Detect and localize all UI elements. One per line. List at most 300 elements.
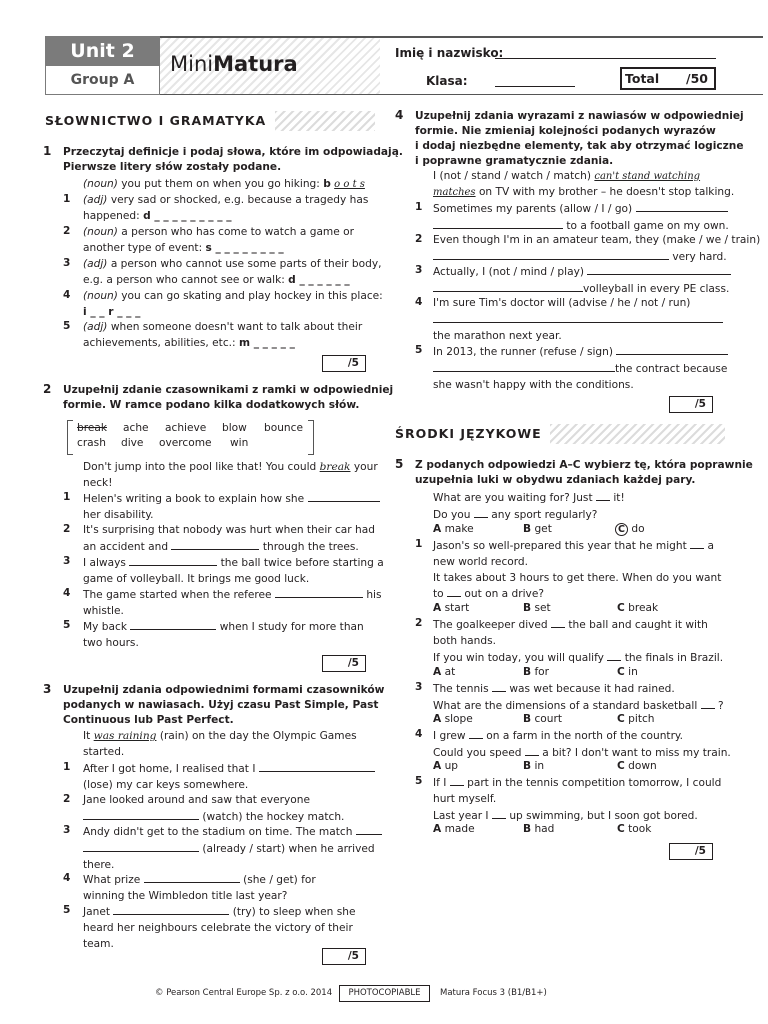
item-number: 4 bbox=[63, 587, 71, 599]
section-heading-text: ŚRODKI JĘZYKOWE bbox=[395, 426, 542, 441]
item-number: 3 bbox=[63, 824, 71, 836]
item-number: 2 bbox=[63, 523, 71, 535]
option-text: do bbox=[631, 523, 645, 535]
group-label: Group A bbox=[45, 66, 160, 95]
item-text: Jane looked around and saw that everyone bbox=[83, 794, 310, 806]
item-number: 5 bbox=[63, 320, 71, 332]
option-text: slope bbox=[444, 713, 473, 725]
item-text: After I got home, I realised that I bbox=[83, 763, 256, 775]
example-text: neck! bbox=[83, 476, 113, 489]
item-text: (she / get) for bbox=[243, 874, 316, 886]
option-letter: B bbox=[523, 713, 532, 725]
item-number: 5 bbox=[415, 344, 423, 356]
item-number: 4 bbox=[63, 289, 71, 301]
answer-blank[interactable] bbox=[275, 587, 363, 598]
option-letter: C bbox=[617, 760, 625, 772]
item-text: hurt myself. bbox=[433, 792, 497, 805]
item-text: (already / start) when he arrived bbox=[202, 842, 375, 855]
item-text: winning the Wimbledon title last year? bbox=[83, 889, 288, 902]
option-text: at bbox=[444, 666, 456, 678]
option-text: set bbox=[534, 602, 551, 614]
item-tag: (adj) bbox=[83, 321, 108, 333]
item-text: she wasn't happy with the conditions. bbox=[433, 378, 634, 391]
exercise-1-item bbox=[83, 193, 368, 225]
gap bbox=[474, 507, 488, 518]
item-text: team. bbox=[83, 937, 114, 950]
item-text: I'm sure Tim's doctor will (advise / he / not / run) bbox=[433, 297, 691, 309]
example-text: your bbox=[353, 461, 378, 473]
item-number: 5 bbox=[63, 619, 71, 631]
item-text: achievements, abilities, etc.: bbox=[83, 336, 236, 349]
exercise-3-example bbox=[83, 729, 357, 761]
item-text: there. bbox=[83, 858, 115, 871]
item-text: In 2013, the runner (refuse / sign) bbox=[433, 346, 613, 358]
item-tag: (noun) bbox=[83, 290, 118, 302]
item-number: 2 bbox=[63, 793, 71, 805]
option-text: start bbox=[444, 602, 470, 614]
exercise-1-item bbox=[83, 225, 354, 257]
item-number: 1 bbox=[415, 201, 423, 213]
item-text: Could you speed bbox=[433, 746, 522, 759]
item-text: happened: bbox=[83, 209, 140, 222]
option-a[interactable] bbox=[433, 712, 473, 728]
option-text: up bbox=[444, 760, 459, 772]
example-text: Do you bbox=[433, 508, 471, 521]
answer-gap[interactable] bbox=[525, 745, 539, 756]
option-b[interactable] bbox=[523, 822, 554, 838]
section-heading-language bbox=[395, 424, 725, 444]
instruction-line: uzupełnia luki w obydwu zdaniach każdej pary. bbox=[415, 474, 696, 486]
item-text: the finals in Brazil. bbox=[624, 651, 724, 664]
item-text: Andy didn't get to the stadium on time. The match bbox=[83, 826, 353, 838]
item-number: 2 bbox=[415, 617, 423, 629]
item-text: Janet bbox=[83, 906, 111, 918]
item-tag: (adj) bbox=[83, 194, 108, 206]
answer-blank[interactable] bbox=[259, 761, 375, 772]
example-text: any sport regularly? bbox=[491, 508, 598, 521]
heading-hatch bbox=[275, 111, 375, 131]
answer-blank[interactable] bbox=[433, 361, 615, 372]
word-box-item: achieve bbox=[165, 422, 207, 434]
item-text: Helen's writing a book to explain how she bbox=[83, 493, 305, 505]
option-b[interactable] bbox=[523, 712, 562, 728]
option-text: for bbox=[534, 666, 550, 678]
answer-blank[interactable]: s _ _ _ _ _ _ _ _ bbox=[205, 241, 284, 254]
answer-gap[interactable] bbox=[607, 650, 621, 661]
option-letter: A bbox=[433, 602, 442, 614]
answer-blank[interactable] bbox=[308, 491, 380, 502]
item-text: whistle. bbox=[83, 604, 124, 617]
answer-blank[interactable] bbox=[83, 809, 199, 820]
exercise-score-box: /5 bbox=[669, 843, 713, 860]
option-letter: A bbox=[433, 823, 442, 835]
answer-blank[interactable] bbox=[356, 824, 382, 835]
answer-gap[interactable] bbox=[492, 681, 506, 692]
answer-blank[interactable]: d _ _ _ _ _ _ bbox=[288, 273, 350, 286]
option-text: make bbox=[444, 523, 474, 535]
item-text: through the trees. bbox=[262, 540, 359, 553]
item-number: 3 bbox=[63, 257, 71, 269]
name-label bbox=[395, 46, 503, 60]
instruction-line: Z podanych odpowiedzi A–C wybierz tę, która poprawnie bbox=[415, 459, 753, 471]
total-score-box bbox=[620, 67, 716, 90]
item-text: the marathon next year. bbox=[433, 329, 562, 342]
answer-gap[interactable] bbox=[690, 538, 704, 549]
instruction-line: Uzupełnij zdania wyrazami z nawiasów w odpowiedniej bbox=[415, 110, 744, 122]
item-number: 3 bbox=[415, 681, 423, 693]
answer-blank[interactable] bbox=[433, 312, 723, 323]
unit-label: Unit 2 bbox=[45, 36, 160, 66]
example-handwritten-answer: was raining bbox=[93, 730, 157, 742]
item-text: both hands. bbox=[433, 634, 496, 647]
option-letter: C bbox=[617, 823, 625, 835]
option-letter: B bbox=[523, 523, 532, 535]
answer-blank[interactable] bbox=[616, 344, 728, 355]
option-c[interactable] bbox=[617, 759, 657, 775]
option-letter: C bbox=[617, 666, 625, 678]
item-text: Last year I bbox=[433, 809, 489, 822]
item-text: (lose) my car keys somewhere. bbox=[83, 778, 249, 791]
example-text: It bbox=[83, 730, 91, 742]
option-c[interactable] bbox=[617, 665, 638, 681]
exercise-4-item bbox=[433, 264, 731, 298]
answer-blank[interactable] bbox=[144, 872, 240, 883]
exercise-number: 4 bbox=[395, 108, 404, 122]
item-number: 1 bbox=[63, 193, 71, 205]
item-text: heard her neighbours celebrate the victory of their bbox=[83, 921, 353, 934]
item-text: It takes about 3 hours to get there. When do you want bbox=[433, 571, 722, 584]
section-heading-text: SŁOWNICTWO I GRAMATYKA bbox=[45, 113, 267, 128]
exercise-3-item bbox=[83, 904, 356, 952]
exercise-1-example bbox=[83, 177, 365, 193]
option-a[interactable] bbox=[433, 601, 469, 617]
heading-hatch bbox=[550, 424, 725, 444]
exercise-1-item bbox=[83, 320, 362, 352]
exercise-3-item bbox=[83, 793, 344, 826]
item-text: Sometimes my parents (allow / I / go) bbox=[433, 203, 633, 215]
item-text: part in the tennis competition tomorrow, I could bbox=[467, 777, 722, 789]
instruction-line: i dodaj niezbędne elementy, tak aby otrzymać logiczne bbox=[415, 140, 744, 152]
item-text: game of volleyball. It brings me good luck. bbox=[83, 572, 310, 585]
exercise-5-item bbox=[433, 617, 723, 666]
title-part-matura: Matura bbox=[213, 52, 298, 76]
exercise-3-item bbox=[83, 824, 382, 873]
example-handwritten-answer: can't stand watching bbox=[594, 171, 701, 182]
item-text: a bbox=[707, 540, 714, 552]
option-text: had bbox=[534, 823, 555, 835]
circled-option-letter: C bbox=[615, 523, 628, 536]
item-tag: (adj) bbox=[83, 258, 108, 270]
exercise-number: 5 bbox=[395, 457, 404, 471]
example-handwritten-answer: matches bbox=[433, 186, 476, 198]
option-text: court bbox=[534, 713, 562, 725]
option-text: get bbox=[534, 523, 552, 535]
item-number: 5 bbox=[415, 775, 423, 787]
answer-blank[interactable] bbox=[83, 841, 199, 852]
exercise-number: 1 bbox=[43, 144, 52, 158]
option-text: pitch bbox=[628, 713, 655, 725]
option-text: down bbox=[628, 760, 657, 772]
item-text: two hours. bbox=[83, 636, 139, 649]
answer-blank[interactable] bbox=[433, 249, 669, 260]
item-number: 1 bbox=[63, 491, 71, 503]
item-text: What are the dimensions of a standard basketball bbox=[433, 699, 698, 712]
exercise-4-example bbox=[433, 169, 734, 201]
option-letter: A bbox=[433, 760, 442, 772]
word-box-item: crash bbox=[77, 437, 106, 449]
option-letter: B bbox=[523, 602, 532, 614]
answer-gap[interactable] bbox=[447, 586, 461, 597]
word-box bbox=[67, 418, 314, 457]
exercise-score-box: /5 bbox=[322, 655, 366, 672]
gap bbox=[596, 490, 610, 501]
instruction-line: formie. Nie zmieniaj kolejności podanych wyrazów bbox=[415, 125, 716, 137]
answer-gap[interactable] bbox=[701, 698, 715, 709]
exercise-5-item bbox=[433, 728, 731, 762]
item-text: to a football game on my own. bbox=[566, 219, 729, 232]
item-number: 3 bbox=[415, 264, 423, 276]
example-text: I (not / stand / watch / match) bbox=[433, 170, 591, 182]
item-text: an accident and bbox=[83, 540, 169, 553]
exercise-4-item bbox=[433, 233, 760, 266]
exercise-2-item bbox=[83, 491, 380, 524]
item-text: Actually, I (not / mind / play) bbox=[433, 266, 584, 278]
item-text: volleyball in every PE class. bbox=[583, 282, 730, 295]
example-text: you put them on when you go hiking: bbox=[121, 178, 320, 190]
example-text: started. bbox=[83, 745, 125, 758]
example-text: Don't jump into the pool like that! You could bbox=[83, 461, 317, 473]
item-text: the ball and caught it with bbox=[568, 619, 708, 631]
option-letter: A bbox=[433, 666, 442, 678]
option-c[interactable] bbox=[617, 601, 658, 617]
item-number: 1 bbox=[415, 538, 423, 550]
instruction-line: podanych w nawiasach. Użyj czasu Past Simple, Past bbox=[63, 699, 379, 711]
item-text: I grew bbox=[433, 730, 466, 742]
word-box-item: overcome bbox=[159, 437, 212, 449]
answer-blank[interactable] bbox=[129, 555, 217, 566]
option-letter: A bbox=[433, 523, 442, 535]
item-text: the ball twice before starting a bbox=[220, 557, 384, 569]
exercise-4-item bbox=[433, 201, 729, 235]
item-number: 3 bbox=[63, 555, 71, 567]
instruction-line: formie. W ramce podano kilka dodatkowych słów. bbox=[63, 399, 360, 411]
footer-course: Matura Focus 3 (B1/B1+) bbox=[440, 988, 547, 998]
exercise-3-instruction bbox=[63, 683, 384, 728]
answer-blank[interactable] bbox=[113, 904, 229, 915]
word-box-item: dive bbox=[121, 437, 144, 449]
item-text: out on a drive? bbox=[464, 588, 544, 601]
option-a[interactable] bbox=[433, 822, 475, 838]
exercise-5-item bbox=[433, 538, 721, 603]
exercise-number: 2 bbox=[43, 382, 52, 396]
answer-blank[interactable] bbox=[130, 619, 216, 630]
option-letter: B bbox=[523, 760, 532, 772]
total-label: Total bbox=[625, 71, 660, 86]
answer-blank[interactable] bbox=[171, 539, 259, 550]
item-text: Even though I'm in an amateur team, they (make / we / train) bbox=[433, 234, 761, 246]
item-text: very hard. bbox=[672, 250, 727, 263]
exercise-1-instruction bbox=[63, 145, 403, 175]
answer-blank[interactable]: i _ _ r _ _ _ bbox=[83, 305, 141, 318]
instruction-line: Przeczytaj definicje i podaj słowa, które im odpowiadają. bbox=[63, 146, 403, 158]
item-text: when someone doesn't want to talk about their bbox=[110, 321, 363, 333]
item-text: What prize bbox=[83, 874, 141, 886]
item-number: 4 bbox=[415, 296, 423, 308]
footer-copyright: © Pearson Central Europe Sp. z o.o. 2014 bbox=[155, 988, 333, 998]
photocopiable-badge: PHOTOCOPIABLE bbox=[339, 985, 430, 1002]
item-tag: (noun) bbox=[83, 226, 118, 238]
total-score: /50 bbox=[686, 71, 708, 86]
option-c[interactable] bbox=[617, 712, 655, 728]
item-text: I always bbox=[83, 557, 126, 569]
exercise-5-item bbox=[433, 681, 724, 715]
class-label-text: Klasa: bbox=[426, 74, 468, 88]
example-text: (rain) on the day the Olympic Games bbox=[159, 730, 357, 742]
instruction-line: Uzupełnij zdania odpowiednimi formami czasowników bbox=[63, 684, 385, 696]
item-text: The goalkeeper dived bbox=[433, 619, 548, 631]
word-box-item: ache bbox=[123, 422, 149, 434]
exercise-4-instruction bbox=[415, 109, 744, 169]
example-handwritten-answer: break bbox=[319, 461, 351, 473]
name-label-text: Imię i nazwisko: bbox=[395, 46, 504, 60]
item-text: (try) to sleep when she bbox=[232, 906, 356, 918]
exercise-4-item bbox=[433, 344, 728, 393]
option-b[interactable] bbox=[523, 665, 549, 681]
item-number: 1 bbox=[63, 761, 71, 773]
answer-blank[interactable] bbox=[636, 201, 728, 212]
item-text: the contract because bbox=[615, 362, 728, 375]
item-number: 5 bbox=[63, 904, 71, 916]
item-text: when I study for more than bbox=[219, 621, 364, 633]
class-label bbox=[426, 74, 468, 88]
option-b[interactable] bbox=[523, 601, 551, 617]
option-text: in bbox=[534, 760, 545, 772]
option-letter: C bbox=[617, 713, 625, 725]
example-text: on TV with my brother – he doesn't stop talking. bbox=[478, 185, 735, 198]
name-field[interactable] bbox=[495, 48, 716, 59]
option-b[interactable] bbox=[523, 759, 544, 775]
answer-blank[interactable] bbox=[433, 281, 583, 292]
item-text: another type of event: bbox=[83, 241, 203, 254]
exercise-3-item bbox=[83, 872, 316, 905]
exercise-1-item bbox=[83, 289, 383, 321]
option-letter: B bbox=[523, 823, 532, 835]
exercise-2-example bbox=[83, 460, 378, 492]
exercise-4-item bbox=[433, 296, 723, 344]
answer-blank[interactable] bbox=[433, 218, 563, 229]
item-text: her disability. bbox=[83, 508, 154, 521]
word-box-item: break bbox=[77, 422, 107, 434]
answer-blank[interactable]: d _ _ _ _ _ _ _ _ _ bbox=[143, 209, 232, 222]
item-text: If I bbox=[433, 777, 447, 789]
option-c[interactable] bbox=[617, 822, 651, 838]
title-part-mini: Mini bbox=[170, 52, 214, 76]
word-box-item: blow bbox=[222, 422, 247, 434]
exercise-5-example bbox=[433, 490, 625, 524]
exercise-score-box: /5 bbox=[322, 948, 366, 965]
exercise-2-item bbox=[83, 587, 382, 620]
answer-gap[interactable] bbox=[450, 775, 464, 786]
instruction-line: Pierwsze litery słów zostały podane. bbox=[63, 161, 282, 173]
item-text: ? bbox=[718, 699, 724, 712]
item-text: you can go skating and play hockey in this place: bbox=[121, 290, 383, 302]
exercise-3-item bbox=[83, 761, 375, 794]
answer-blank[interactable]: m _ _ _ _ _ bbox=[238, 336, 295, 349]
exercise-score-box: /5 bbox=[669, 396, 713, 413]
item-text: It's surprising that nobody was hurt when their car had bbox=[83, 524, 375, 536]
exercise-number: 3 bbox=[43, 682, 52, 696]
exercise-2-instruction bbox=[63, 383, 393, 413]
example-text: it! bbox=[613, 492, 625, 504]
item-text: his bbox=[366, 589, 382, 601]
exercise-2-item bbox=[83, 619, 364, 652]
item-text: My back bbox=[83, 621, 127, 633]
item-text: up swimming, but I soon got bored. bbox=[509, 809, 698, 822]
item-number: 4 bbox=[415, 728, 423, 740]
exercise-2-item bbox=[83, 555, 384, 588]
word-box-item: bounce bbox=[264, 422, 303, 434]
option-a[interactable] bbox=[433, 759, 458, 775]
item-text: was wet because it had rained. bbox=[509, 683, 675, 695]
word-box-bracket bbox=[67, 420, 73, 455]
item-text: The game started when the referee bbox=[83, 589, 272, 601]
exercise-score-box: /5 bbox=[322, 355, 366, 372]
option-letter: B bbox=[523, 666, 532, 678]
item-text: very sad or shocked, e.g. because a tragedy has bbox=[110, 194, 369, 206]
item-text: The tennis bbox=[433, 683, 489, 695]
option-letter: A bbox=[433, 713, 442, 725]
example-tag: (noun) bbox=[83, 178, 118, 190]
item-text: a person who cannot use some parts of their body, bbox=[110, 258, 382, 270]
item-text: Jason's so well-prepared this year that he might bbox=[433, 540, 687, 552]
word-box-bracket bbox=[308, 420, 314, 455]
class-field[interactable] bbox=[495, 76, 575, 87]
option-text: break bbox=[628, 602, 659, 614]
answer-gap[interactable] bbox=[551, 617, 565, 628]
item-number: 4 bbox=[63, 872, 71, 884]
instruction-line: i poprawne gramatycznie zdania. bbox=[415, 155, 614, 167]
item-text: (watch) the hockey match. bbox=[202, 810, 345, 823]
item-text: a bit? I don't want to miss my train. bbox=[542, 746, 731, 759]
example-text: What are you waiting for? Just bbox=[433, 492, 593, 504]
item-text: a person who has come to watch a game or bbox=[121, 226, 354, 238]
instruction-line: Uzupełnij zdanie czasownikami z ramki w odpowiedniej bbox=[63, 384, 394, 396]
option-text: in bbox=[628, 666, 638, 678]
answer-blank[interactable] bbox=[587, 264, 731, 275]
option-letter: C bbox=[617, 602, 625, 614]
answer-gap[interactable] bbox=[469, 728, 483, 739]
item-text: new world record. bbox=[433, 555, 529, 568]
item-number: 2 bbox=[63, 225, 71, 237]
section-heading-vocab bbox=[45, 111, 375, 131]
item-text: If you win today, you will qualify bbox=[433, 651, 604, 664]
exercise-2-item bbox=[83, 523, 375, 556]
item-number: 2 bbox=[415, 233, 423, 245]
exercise-1-item bbox=[83, 257, 381, 289]
example-letter: b bbox=[323, 178, 331, 190]
word-box-item: win bbox=[230, 437, 249, 449]
exercise-5-instruction bbox=[415, 458, 753, 488]
instruction-line: Continuous lub Past Perfect. bbox=[63, 714, 234, 726]
item-text: to bbox=[433, 588, 444, 601]
item-text: e.g. a person who cannot see or walk: bbox=[83, 273, 285, 286]
option-a[interactable] bbox=[433, 665, 455, 681]
page-title bbox=[170, 52, 298, 76]
answer-gap[interactable] bbox=[492, 808, 506, 819]
exercise-5-item bbox=[433, 775, 721, 824]
option-text: took bbox=[628, 823, 652, 835]
example-handwritten-answer: o o t s bbox=[334, 179, 365, 190]
